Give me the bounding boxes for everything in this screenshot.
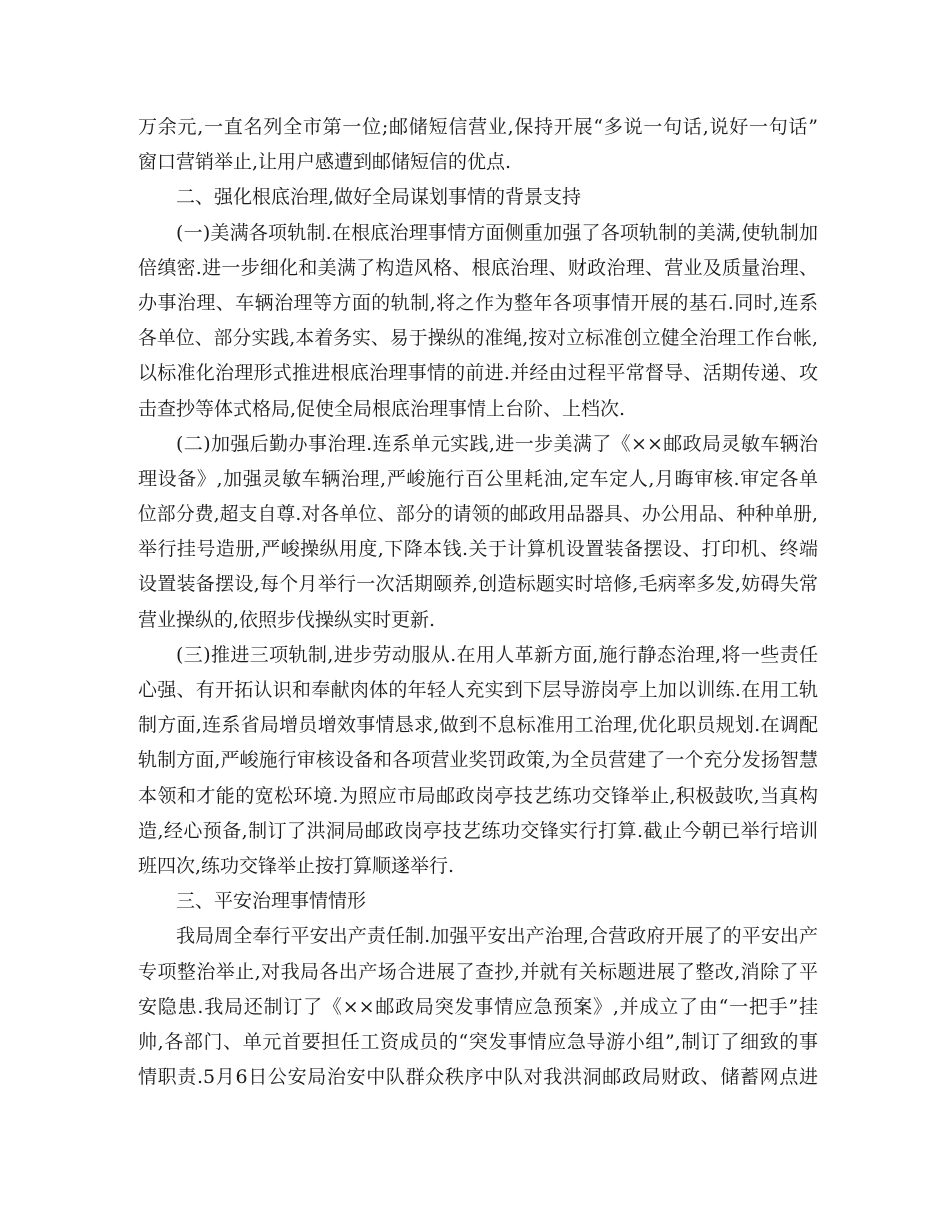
text-line: 制方面,连系省局增员增效事情恳求,做到不息标准用工治理,优化职员规划.在调配 <box>138 714 818 737</box>
text-line: 举行挂号造册,严峻操纵用度,下降本钱.关于计算机设置装备摆设、打印机、终端 <box>138 538 818 561</box>
text-line: (二)加强后勤办事治理.连系单元实践,进一步美满了《××邮政局灵敏车辆治 <box>176 432 818 455</box>
text-line: (一)美满各项轨制.在根底治理事情方面侧重加强了各项轨制的美满,使轨制加 <box>176 221 818 244</box>
text-line: 帅,各部门、单元首要担任工资成员的“突发事情应急导游小组”,制订了细致的事 <box>138 1030 818 1053</box>
text-line: 我局周全奉行平安出产责任制.加强平安出产治理,合营政府开展了的平安出产 <box>176 925 818 948</box>
text-line: 造,经心预备,制订了洪洞局邮政岗亭技艺练功交锋实行打算.截止今朝已举行培训 <box>138 819 818 842</box>
text-line: 理设备》,加强灵敏车辆治理,严峻施行百公里耗油,定车定人,月晦审核.审定各单 <box>138 467 818 490</box>
text-line: 击查抄等体式格局,促使全局根底治理事情上台阶、上档次. <box>138 397 626 420</box>
text-line: 情职责.5月6日公安局治安中队群众秩序中队对我洪洞邮政局财政、储蓄网点进 <box>138 1066 818 1089</box>
text-line: 二、强化根底治理,做好全局谋划事情的背景支持 <box>176 186 582 209</box>
text-line: 轨制方面,严峻施行审核设备和各项营业奖罚政策,为全员营建了一个充分发扬智慧 <box>138 749 818 772</box>
text-line: 倍缜密.进一步细化和美满了构造风格、根底治理、财政治理、营业及质量治理、 <box>138 256 818 279</box>
text-line: 专项整治举止,对我局各出产场合进展了查抄,并就有关标题进展了整改,消除了平 <box>138 960 818 983</box>
text-line: 以标准化治理形式推进根底治理事情的前进.并经由过程平常督导、活期传递、攻 <box>138 362 818 385</box>
text-line: 办事治理、车辆治理等方面的轨制,将之作为整年各项事情开展的基石.同时,连系 <box>138 291 818 314</box>
text-line: 各单位、部分实践,本着务实、易于操纵的准绳,按对立标准创立健全治理工作台帐, <box>138 328 818 350</box>
text-line: 心强、有开拓认识和奉献肉体的年轻人充实到下层导游岗亭上加以训练.在用工轨 <box>138 679 818 701</box>
document-body <box>138 110 818 1095</box>
text-line: 位部分费,超支自尊.对各单位、部分的请领的邮政用品器具、办公用品、种种单册, <box>138 504 818 526</box>
text-line: 本领和才能的宽松环境.为照应市局邮政岗亭技艺练功交锋举止,积极鼓吹,当真构 <box>138 784 818 807</box>
text-line: 营业操纵的,依照步伐操纵实时更新. <box>138 608 436 631</box>
text-line: (三)推进三项轨制,进步劳动服从.在用人革新方面,施行静态治理,将一些责任 <box>176 643 818 666</box>
text-line: 窗口营销举止,让用户感遭到邮储短信的优点. <box>138 151 512 174</box>
text-line: 三、平安治理事情情形 <box>176 890 367 913</box>
text-line: 安隐患.我局还制订了《××邮政局突发事情应急预案》,并成立了由“一把手”挂 <box>138 995 818 1018</box>
text-line: 万余元,一直名列全市第一位;邮储短信营业,保持开展“多说一句话,说好一句话” <box>138 116 818 138</box>
text-line: 设置装备摆设,每个月举行一次活期颐养,创造标题实时培修,毛病率多发,妨碍失常 <box>138 573 818 596</box>
text-line: 班四次,练功交锋举止按打算顺遂举行. <box>138 854 455 877</box>
